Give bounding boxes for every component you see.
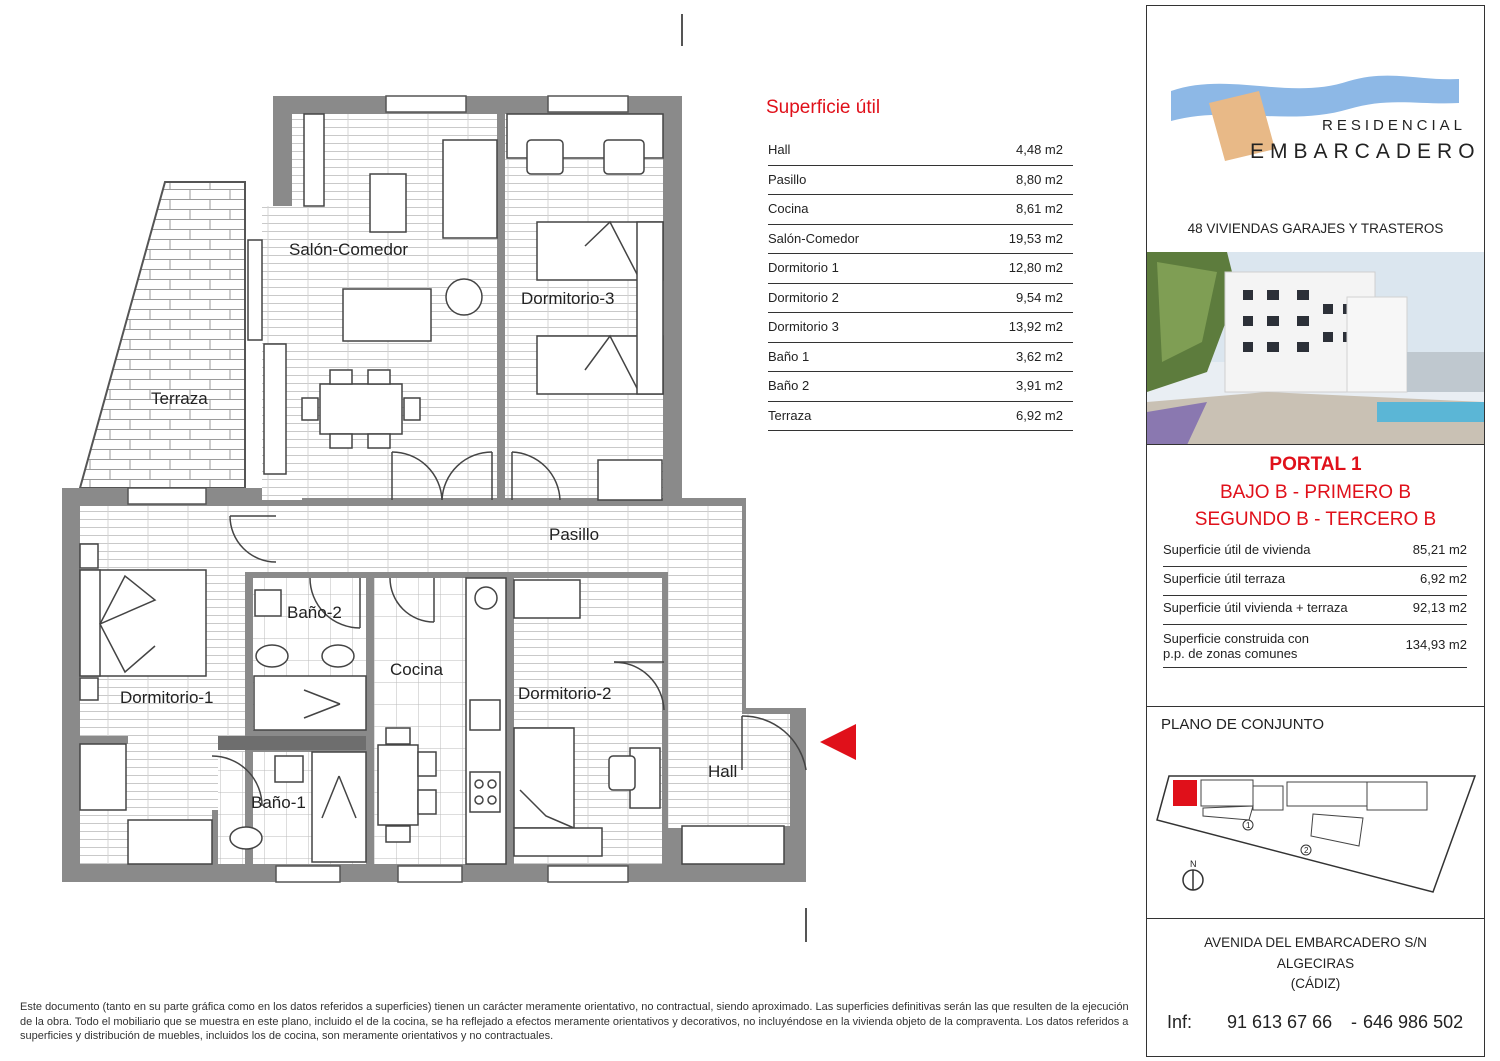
building-rendering-image [1147,252,1484,445]
surface-row-value: 3,91 m2 [1016,378,1063,393]
room-label-dormitorio-1: Dormitorio-1 [120,688,214,707]
info-panel [1146,5,1485,1057]
surface-row-value: 13,92 m2 [1008,319,1063,334]
surface-row [768,166,1073,196]
surface-row-value: 8,80 m2 [1016,171,1063,187]
portal-2-marker: 2 [1304,846,1309,855]
summary-row-name: Superficie útil de vivienda [1163,542,1311,557]
surface-row-name: Pasillo [768,171,807,187]
surface-summary [1163,538,1467,668]
summary-row-value: 92,13 m2 [1412,600,1467,615]
site-plan [1153,768,1481,898]
surface-row [768,372,1073,402]
surface-title: Superficie útil [766,97,881,118]
summary-row [1163,567,1467,596]
surface-row-name: Hall [768,142,791,157]
north-label: N [1190,859,1197,869]
address-line-2: ALGECIRAS [1276,956,1355,971]
room-label-pasillo: Pasillo [549,525,600,544]
address-line-3: (CÁDIZ) [1290,976,1341,991]
surface-row-name: Terraza [768,407,812,423]
surface-row-value: 4,48 m2 [1016,142,1063,157]
brand-line-1: RESIDENCIAL [1322,117,1467,134]
contact-phone-2[interactable]: 646 986 502 [1363,1012,1464,1032]
surface-row [768,136,1073,166]
contact-label: Inf: [1167,1012,1193,1032]
summary-row-value: 134,93 m2 [1405,637,1467,652]
address-line-1: AVENIDA DEL EMBARCADERO S/N [1204,935,1427,950]
summary-row [1163,596,1467,625]
building-rendering [1147,252,1484,445]
summary-row-name: Superficie útil vivienda + terraza [1163,600,1348,615]
contact-phone-1[interactable]: 91 613 67 66 [1227,1012,1333,1032]
portal-title: PORTAL 1 [1269,454,1362,475]
summary-row-name: Superficie útil terraza [1163,571,1286,586]
surface-row [768,195,1073,225]
surface-row-name: Dormitorio 1 [768,260,839,275]
surface-row-name: Baño 1 [768,348,810,364]
surface-table [768,136,1073,431]
divider [1147,706,1484,707]
room-label-dormitorio-3: Dormitorio-3 [521,289,615,308]
surface-row [768,343,1073,373]
surface-row [768,402,1073,432]
surface-row [768,313,1073,343]
brand-line-2: EMBARCADERO [1250,140,1481,163]
portal-1-marker: 1 [1246,821,1251,830]
brand-subtitle: 48 VIVIENDAS GARAJES Y TRASTEROS [1187,221,1444,236]
surface-row [768,284,1073,314]
surface-row-name: Cocina [768,201,809,216]
surface-row [768,225,1073,255]
summary-row-value: 6,92 m2 [1420,571,1467,586]
surface-row-value: 12,80 m2 [1008,260,1063,275]
surface-row-value: 6,92 m2 [1016,407,1063,423]
surface-row-value: 9,54 m2 [1016,289,1063,305]
surface-row-name: Baño 2 [768,378,810,393]
divider [1147,444,1484,445]
room-label-cocina: Cocina [390,660,443,679]
disclaimer: Este documento (tanto en su parte gráfica como en los datos referidos a superficies) tienen un carácter meramente orientativo, no contractual, siendo aproximado. Las superficies definitivas serán las que resulten de la ejecución de la obra. Todo el mobiliario que se muestra en este plano, incluido el de la cocina, se ha reflejado a efectos meramente orientativos y decorativos, no incluyéndose en la vivienda objeto de la compraventa. Los datos referidos a superficies y distribución de muebles, incluidos los de cocina, son meramente orientativos y no contractuales. [20,1001,1129,1042]
summary-row-name: Superficie construida con p.p. de zonas comunes [1163,631,1309,661]
surface-row-value: 8,61 m2 [1016,201,1063,216]
room-label-salon: Salón-Comedor [289,240,409,259]
surface-row-value: 19,53 m2 [1008,230,1063,246]
room-label-bano-2: Baño-2 [287,603,342,622]
summary-row [1163,625,1467,668]
room-label-terraza: Terraza [151,389,208,408]
summary-row [1163,538,1467,567]
surface-row-name: Dormitorio 2 [768,289,839,305]
surface-row [768,254,1073,284]
room-label-hall: Hall [708,762,738,781]
surface-row-name: Salón-Comedor [768,230,860,246]
units-line-2: SEGUNDO B - TERCERO B [1194,509,1437,530]
surface-row-value: 3,62 m2 [1016,348,1063,364]
units-line-1: BAJO B - PRIMERO B [1219,482,1412,503]
divider [1147,918,1484,919]
surface-row-name: Dormitorio 3 [768,319,839,334]
room-label-bano-1: Baño-1 [251,793,306,812]
plano-title: PLANO DE CONJUNTO [1161,716,1325,733]
contact-separator: - [1351,1012,1357,1032]
summary-row-value: 85,21 m2 [1412,542,1467,557]
room-label-dormitorio-2: Dormitorio-2 [518,684,612,703]
